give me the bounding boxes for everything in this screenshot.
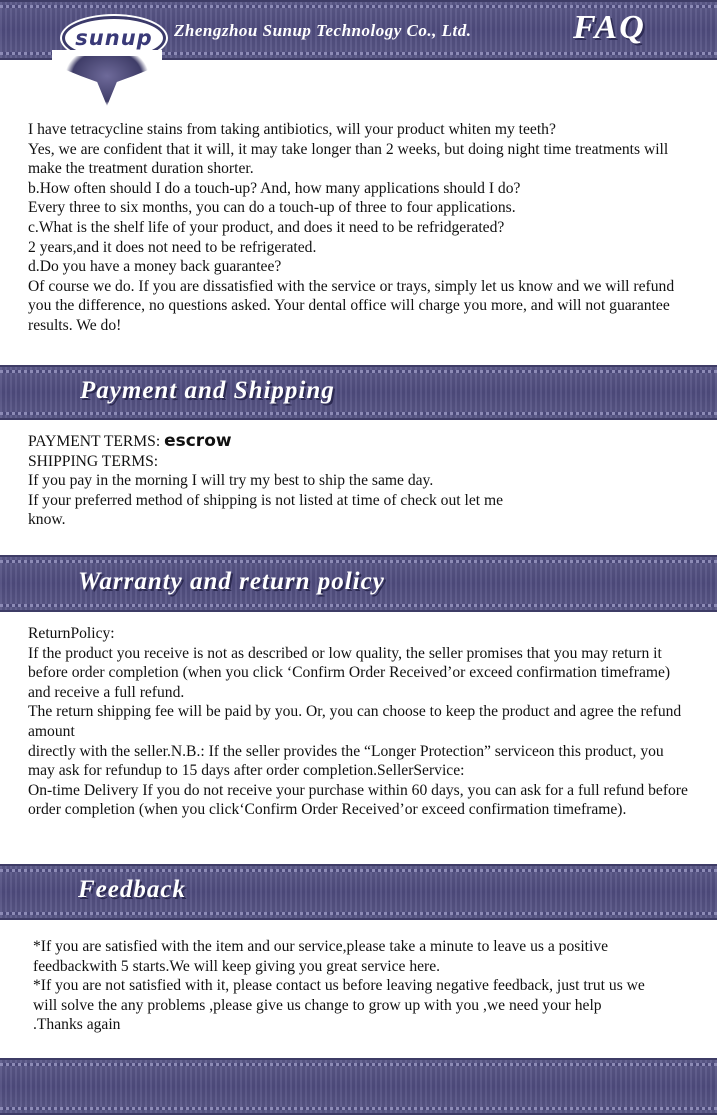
warranty-section [28,624,693,820]
payment-terms-label: PAYMENT TERMS: [28,433,165,450]
warranty-line: The return shipping fee will be paid by you. Or, you can choose to keep the product and agree the refund amount [28,703,682,740]
faq-title: FAQ [573,9,646,46]
shipping-line: SHIPPING TERMS: [28,452,159,470]
warranty-banner [0,555,717,612]
company-name: Zhengzhou Sunup Technology Co., Ltd. [174,21,472,40]
payment-terms [28,432,508,452]
feedback-section [33,937,653,1035]
faq-question: d.Do you have a money back guarantee? [28,258,282,276]
shipping-line: If your preferred method of shipping is not listed at time of check out let me know. [28,491,504,529]
faq-answer: Of course we do. If you are dissatisfied with the service or trays, simply let us know and we will refund you the difference, no questions asked. Your dental office will charge you more, and will not guarantee results. We do! [28,277,675,334]
faq-answer: 2 years,and it does not need to be refrigerated. [28,238,317,256]
shipping-line: If you pay in the morning I will try my best to ship the same day. [28,472,434,490]
faq-question: I have tetracycline stains from taking antibiotics, will your product whiten my teeth? [28,121,556,138]
faq-answer: Every three to six months, you can do a touch-up of three to four applications. [28,199,516,217]
warranty-line: On-time Delivery If you do not receive your purchase within 60 days, you can ask for a full refund before order completion (when you click‘Confirm Order Received’or exceed confirmation timeframe). [28,781,688,819]
section-title: Warranty and return policy [78,568,385,595]
logo-text: sunup [75,26,153,50]
warranty-line: ReturnPolicy: [28,625,115,642]
feedback-line: *If you are satisfied with the item and our service,please take a minute to leave us a positive feedbackwith 5 starts.We will keep giving you great service here. [33,938,609,975]
faq-section [28,120,693,336]
feedback-banner [0,864,717,920]
payment-terms-value: escrow [164,431,232,451]
crest-icon [66,56,148,106]
feedback-line: *If you are not satisfied with it, please contact us before leaving negative feedback, just trut us we will solve the any problems ,please give us change to grow up with you ,we need your help .Thanks again [33,977,645,1034]
warranty-line: directly with the seller.N.B.: If the seller provides the “Longer Protection” serviceon this product, you may ask for refundup to 15 days after order completion.SellerService: [28,742,664,780]
warranty-line: If the product you receive is not as described or low quality, the seller promises that you may return it before order completion (when you click ‘Confirm Order Received’or exceed confirmation timeframe) and receive a full refund. [28,644,671,701]
section-title: Payment and Shipping [80,377,335,404]
payment-shipping-banner [0,365,717,420]
faq-question: b.How often should I do a touch-up? And, how many applications should I do? [28,179,521,197]
section-title: Feedback [78,876,186,903]
payment-section [28,432,508,530]
faq-question: c.What is the shelf life of your product, and does it need to be refridgerated? [28,218,505,236]
footer-banner [0,1058,717,1115]
faq-answer: Yes, we are confident that it will, it may take longer than 2 weeks, but doing night time treatments will make the treatment duration shorter. [28,140,669,178]
